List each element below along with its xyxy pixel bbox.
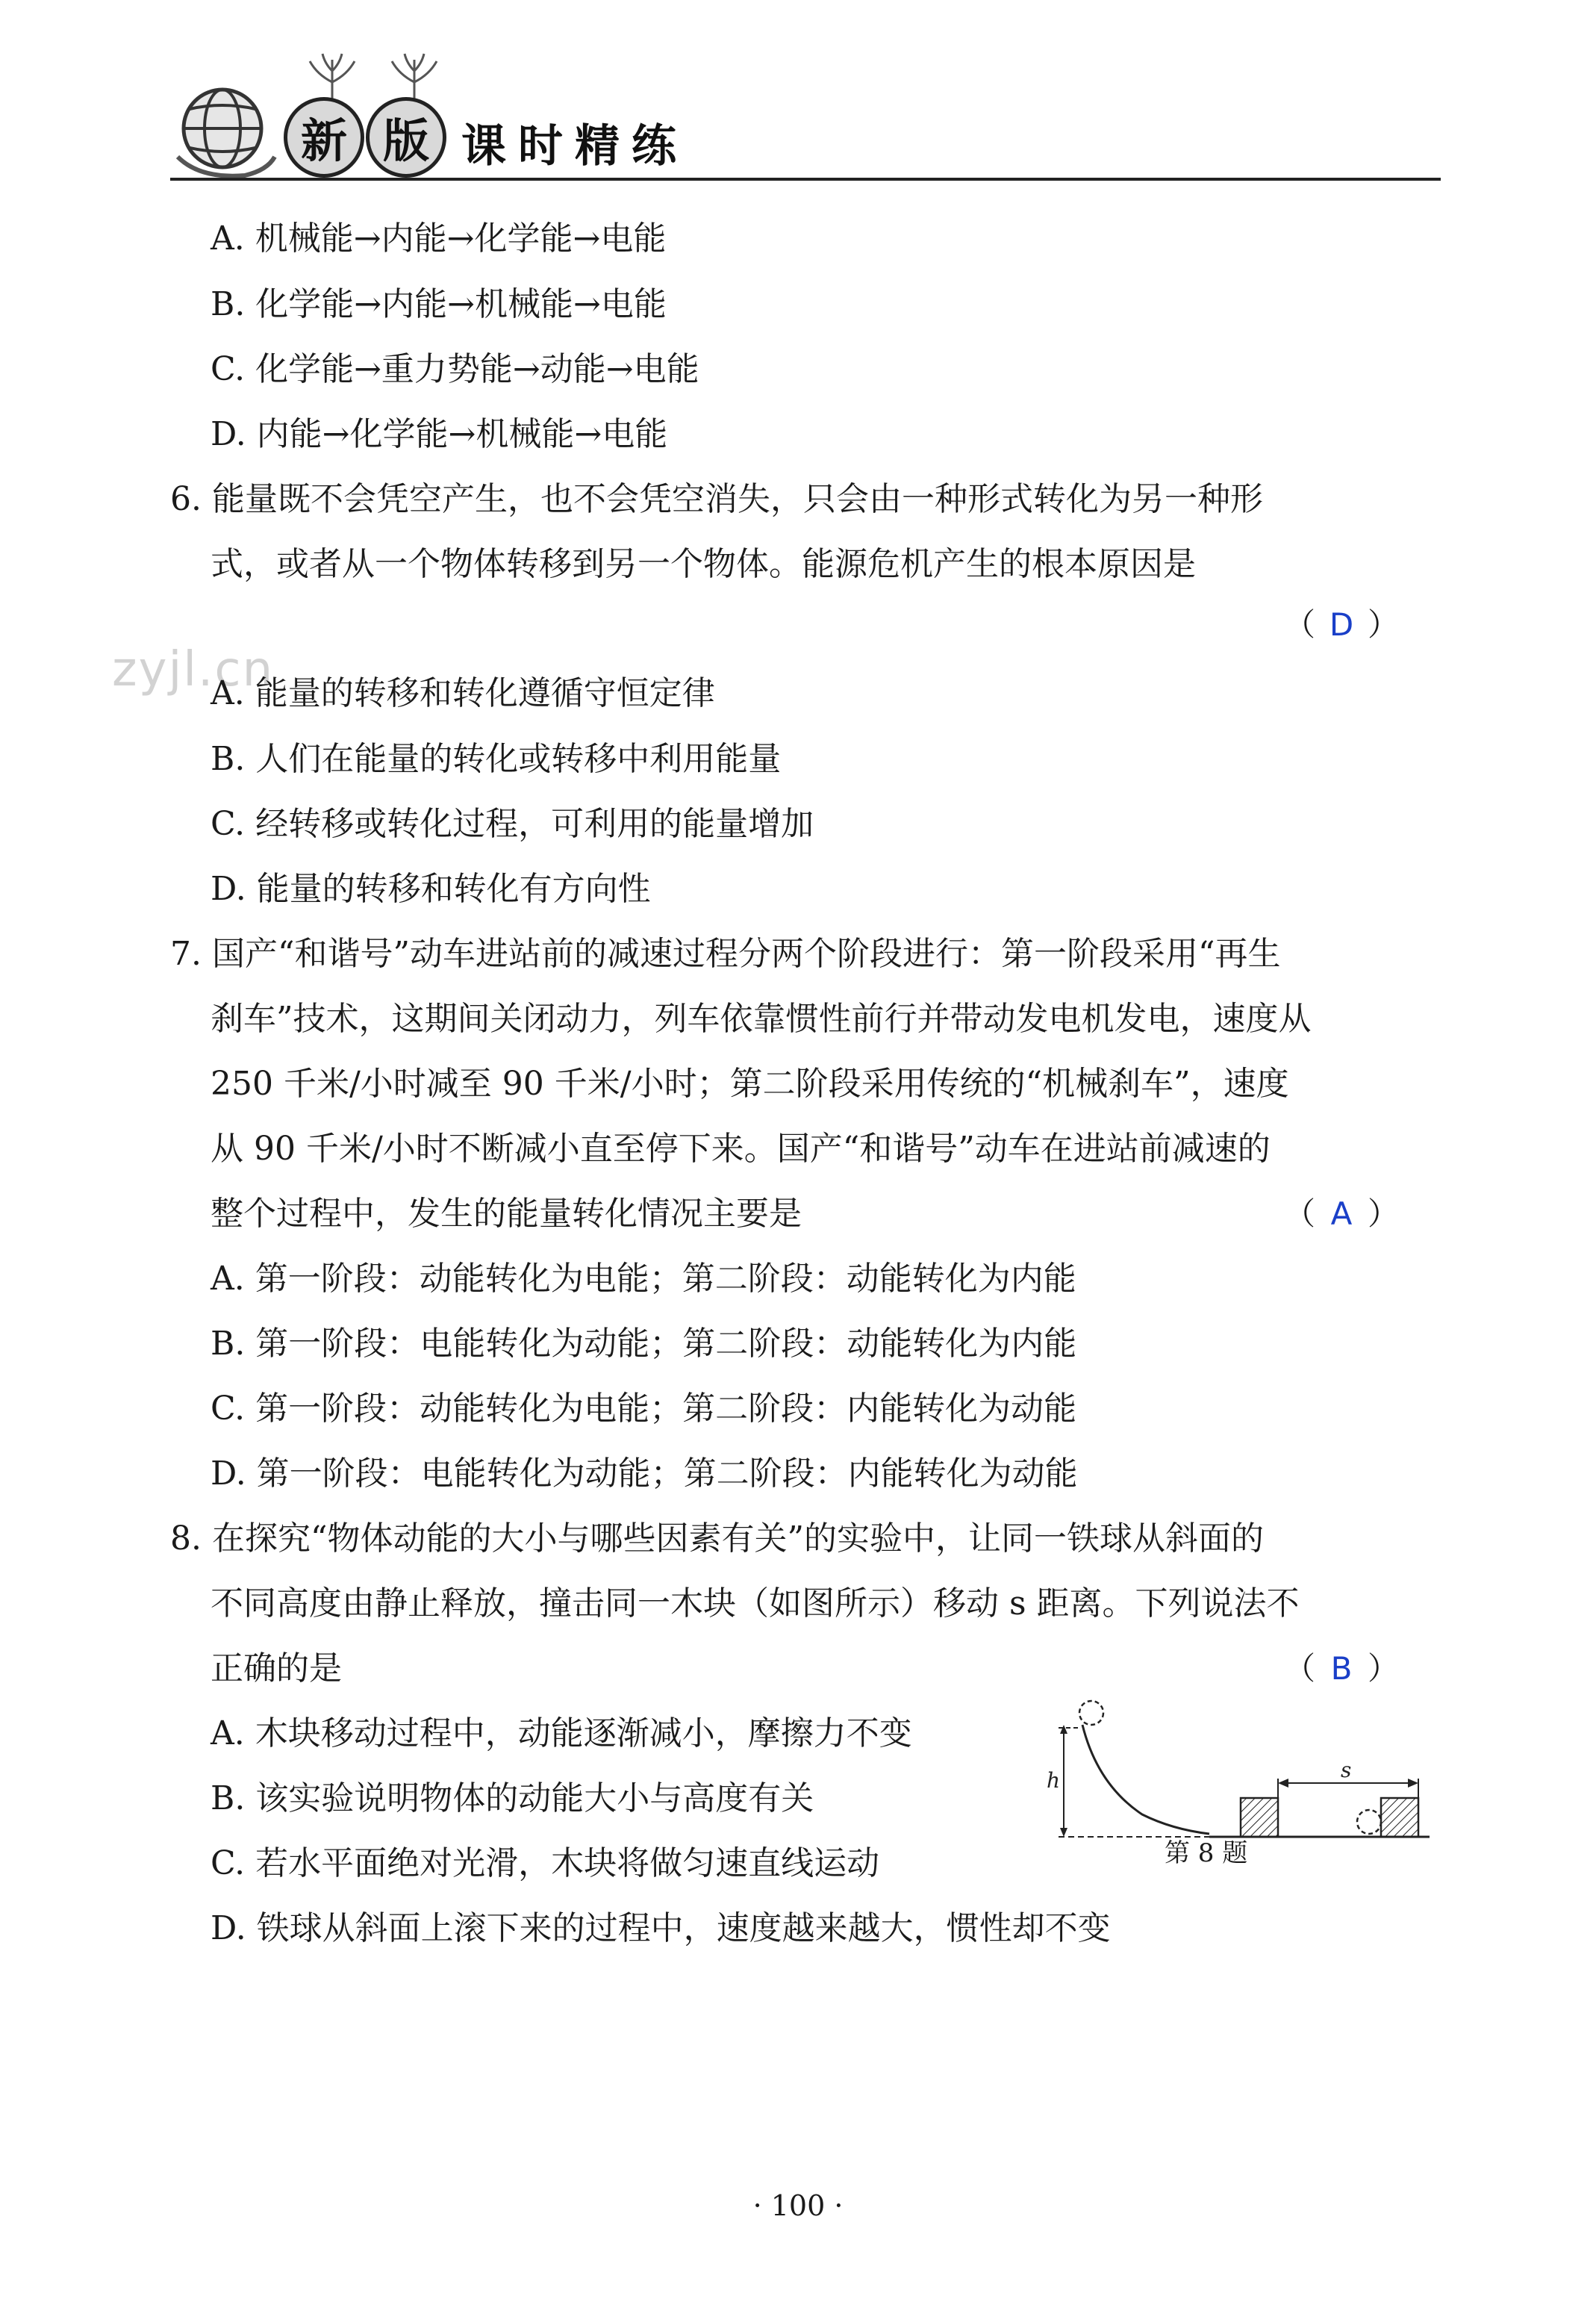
page-number: · 100 · bbox=[752, 2189, 844, 2222]
q7-answer-letter: A bbox=[1330, 1195, 1353, 1232]
header-badge-edition: 版 bbox=[366, 97, 446, 178]
block-start bbox=[1241, 1798, 1278, 1837]
page-header bbox=[170, 45, 1439, 187]
q7-stem-line4: 从 90 千米/小时不断减小直至停下来。国产“和谐号”动车在进站前减速的 bbox=[211, 1130, 1271, 1168]
q7-stem-line1: 7. 国产“和谐号”动车进站前的减速过程分两个阶段进行：第一阶段采用“再生 bbox=[170, 935, 1281, 973]
q6-answer bbox=[1284, 603, 1399, 647]
q8-option-a: A. 木块移动过程中，动能逐渐减小，摩擦力不变 bbox=[211, 1714, 912, 1752]
header-badge-new: 新 bbox=[284, 97, 364, 178]
q7-option-d: D. 第一阶段：电能转化为动能；第二阶段：内能转化为动能 bbox=[211, 1455, 1078, 1493]
q6-stem-line1: 6. 能量既不会凭空产生，也不会凭空消失，只会由一种形式转化为另一种形 bbox=[170, 480, 1263, 518]
paren-open: （ bbox=[1284, 1195, 1316, 1232]
leaf-sprig-icon bbox=[381, 52, 448, 105]
q8-stem-line2: 不同高度由静止释放，撞击同一木块（如图所示）移动 s 距离。下列说法不 bbox=[211, 1584, 1300, 1623]
paren-close: ） bbox=[1368, 606, 1400, 643]
paren-open: （ bbox=[1284, 1650, 1316, 1687]
ball-end-icon bbox=[1357, 1810, 1381, 1834]
q6-option-b: B. 人们在能量的转化或转移中利用能量 bbox=[211, 740, 782, 778]
paren-open: （ bbox=[1284, 606, 1316, 643]
q6-option-c: C. 经转移或转化过程，可利用的能量增加 bbox=[211, 805, 814, 843]
header-divider bbox=[170, 178, 1441, 181]
q6-stem-line2: 式，或者从一个物体转移到另一个物体。能源危机产生的根本原因是 bbox=[211, 545, 1196, 583]
leaf-sprig-icon bbox=[299, 52, 366, 105]
q7-answer bbox=[1284, 1192, 1399, 1236]
q7-stem-line5: 整个过程中，发生的能量转化情况主要是 bbox=[211, 1195, 802, 1233]
q7-option-c: C. 第一阶段：动能转化为电能；第二阶段：内能转化为动能 bbox=[211, 1390, 1077, 1428]
header-title: 课时精练 bbox=[461, 120, 688, 172]
ball-start-icon bbox=[1079, 1701, 1103, 1725]
q6-option-a: A. 能量的转移和转化遵循守恒定律 bbox=[211, 674, 715, 712]
q8-figure-caption: 第 8 题 bbox=[1165, 1838, 1248, 1868]
q6-option-d: D. 能量的转移和转化有方向性 bbox=[211, 870, 651, 908]
q8-option-b: B. 该实验说明物体的动能大小与高度有关 bbox=[211, 1779, 814, 1817]
q8-stem-line3: 正确的是 bbox=[211, 1649, 342, 1687]
q7-option-b: B. 第一阶段：电能转化为动能；第二阶段：动能转化为内能 bbox=[211, 1325, 1077, 1363]
q5-option-a: A. 机械能→内能→化学能→电能 bbox=[211, 220, 667, 258]
q8-option-d: D. 铁球从斜面上滚下来的过程中，速度越来越大，惯性却不变 bbox=[211, 1909, 1111, 1947]
q7-stem-line2: 刹车”技术，这期间关闭动力，列车依靠惯性前行并带动发电机发电，速度从 bbox=[211, 1000, 1312, 1038]
block-end bbox=[1381, 1798, 1418, 1837]
paren-close: ） bbox=[1368, 1650, 1400, 1687]
distance-label: s bbox=[1341, 1758, 1352, 1782]
q6-answer-letter: D bbox=[1329, 606, 1354, 643]
q5-option-c: C. 化学能→重力势能→动能→电能 bbox=[211, 350, 699, 388]
globe-logo-icon bbox=[170, 75, 282, 187]
q5-option-d: D. 内能→化学能→机械能→电能 bbox=[211, 415, 668, 453]
q8-stem-line1: 8. 在探究“物体动能的大小与哪些因素有关”的实验中，让同一铁球从斜面的 bbox=[170, 1519, 1264, 1558]
q8-option-c: C. 若水平面绝对光滑，木块将做匀速直线运动 bbox=[211, 1844, 880, 1882]
q7-stem-line3: 250 千米/小时减至 90 千米/小时；第二阶段采用传统的“机械刹车”，速度 bbox=[211, 1065, 1289, 1103]
q7-option-a: A. 第一阶段：动能转化为电能；第二阶段：动能转化为内能 bbox=[211, 1260, 1076, 1298]
q8-answer-letter: B bbox=[1330, 1650, 1353, 1687]
watermark: zyjl.cn bbox=[112, 642, 275, 697]
q5-option-b: B. 化学能→内能→机械能→电能 bbox=[211, 285, 667, 323]
paren-close: ） bbox=[1368, 1195, 1400, 1232]
incline-surface bbox=[1082, 1725, 1209, 1834]
height-label: h bbox=[1047, 1768, 1061, 1793]
q8-answer bbox=[1284, 1647, 1399, 1690]
